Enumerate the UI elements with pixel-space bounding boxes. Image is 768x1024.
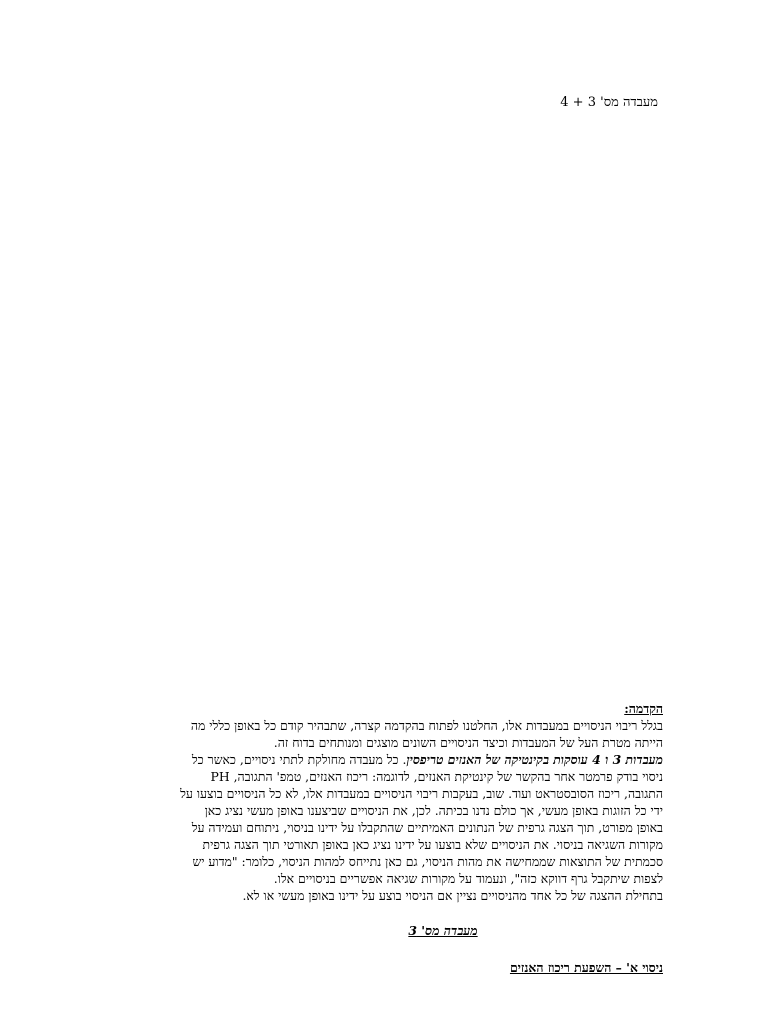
intro-line-7: באופן מפורט, תוך הצגה גרפית של הנתונים האמיתיים שהתקבלו על ידינו בניסוי, ניתוחם ועמידה על bbox=[191, 820, 663, 835]
intro-line-4: ניסוי בודק פרמטר אחר בהקשר של קינטיקת האנזים, לדוגמה: ריכוז האנזים, טמפ' התגובה, PH bbox=[210, 769, 663, 784]
intro-line-3-bold: מעבדות 3 ו 4 עוסקות בקינטיקה של האנזים טריפסין bbox=[406, 752, 663, 767]
intro-line-3 bbox=[103, 751, 663, 768]
intro-line-9: סכמתית של התוצאות שממחישה את מהות הניסוי, גם כאן נתייחס למהות הניסוי, כלומר: "מדוע יש bbox=[192, 854, 663, 869]
intro-line-2: הייתה מטרת העל של המעבדות וכיצד הניסויים השונים מוצגים ומנותחים בדוח זה. bbox=[273, 735, 663, 750]
intro-line-11: בתחילת ההצגה של כל אחד מהניסויים נציין אם הניסוי בוצע על ידינו באופן מעשי או לא. bbox=[242, 888, 663, 903]
page-title: מעבדה מס' 3 + 4 bbox=[560, 95, 658, 110]
lab3-heading: מעבדה מס' 3 bbox=[408, 923, 478, 938]
intro-line-3-rest: . כל מעבדה מחולקת לתתי ניסויים, כאשר כל bbox=[191, 752, 407, 767]
experiment-a-heading: ניסוי א' – השפעת ריכוז האנזים bbox=[509, 960, 663, 975]
intro-heading: הקדמה: bbox=[624, 701, 663, 716]
document-body bbox=[103, 700, 663, 976]
intro-line-1: בגלל ריבוי הניסויים במעבדות אלו, החלטנו לפתוח בהקדמה קצרה, שתבהיר קודם כל באופן כללי מה bbox=[190, 718, 663, 733]
intro-line-6: ידי כל הזוגות באופן מעשי, אך כולם נדנו בכיתה. לכן, את הניסויים שביצענו באופן מעשי נציג כאן bbox=[204, 803, 663, 818]
intro-line-10: לצפות שיתקבל גרף דווקא כזה", ונעמוד על מקורות שגיאה אפשריים בניסויים אלו. bbox=[273, 871, 663, 886]
intro-line-8: מקורות השגיאה בניסוי. את הניסויים שלא בוצעו על ידינו נציג כאן באופן תאורטי תוך הצגה גרפית bbox=[202, 837, 663, 852]
intro-line-5: התגובה, ריכוז הסובסטראט ועוד. שוב, בעקבות ריבוי הניסויים במעבדות אלו, לא כל הניסויים בוצעו על bbox=[180, 786, 663, 801]
